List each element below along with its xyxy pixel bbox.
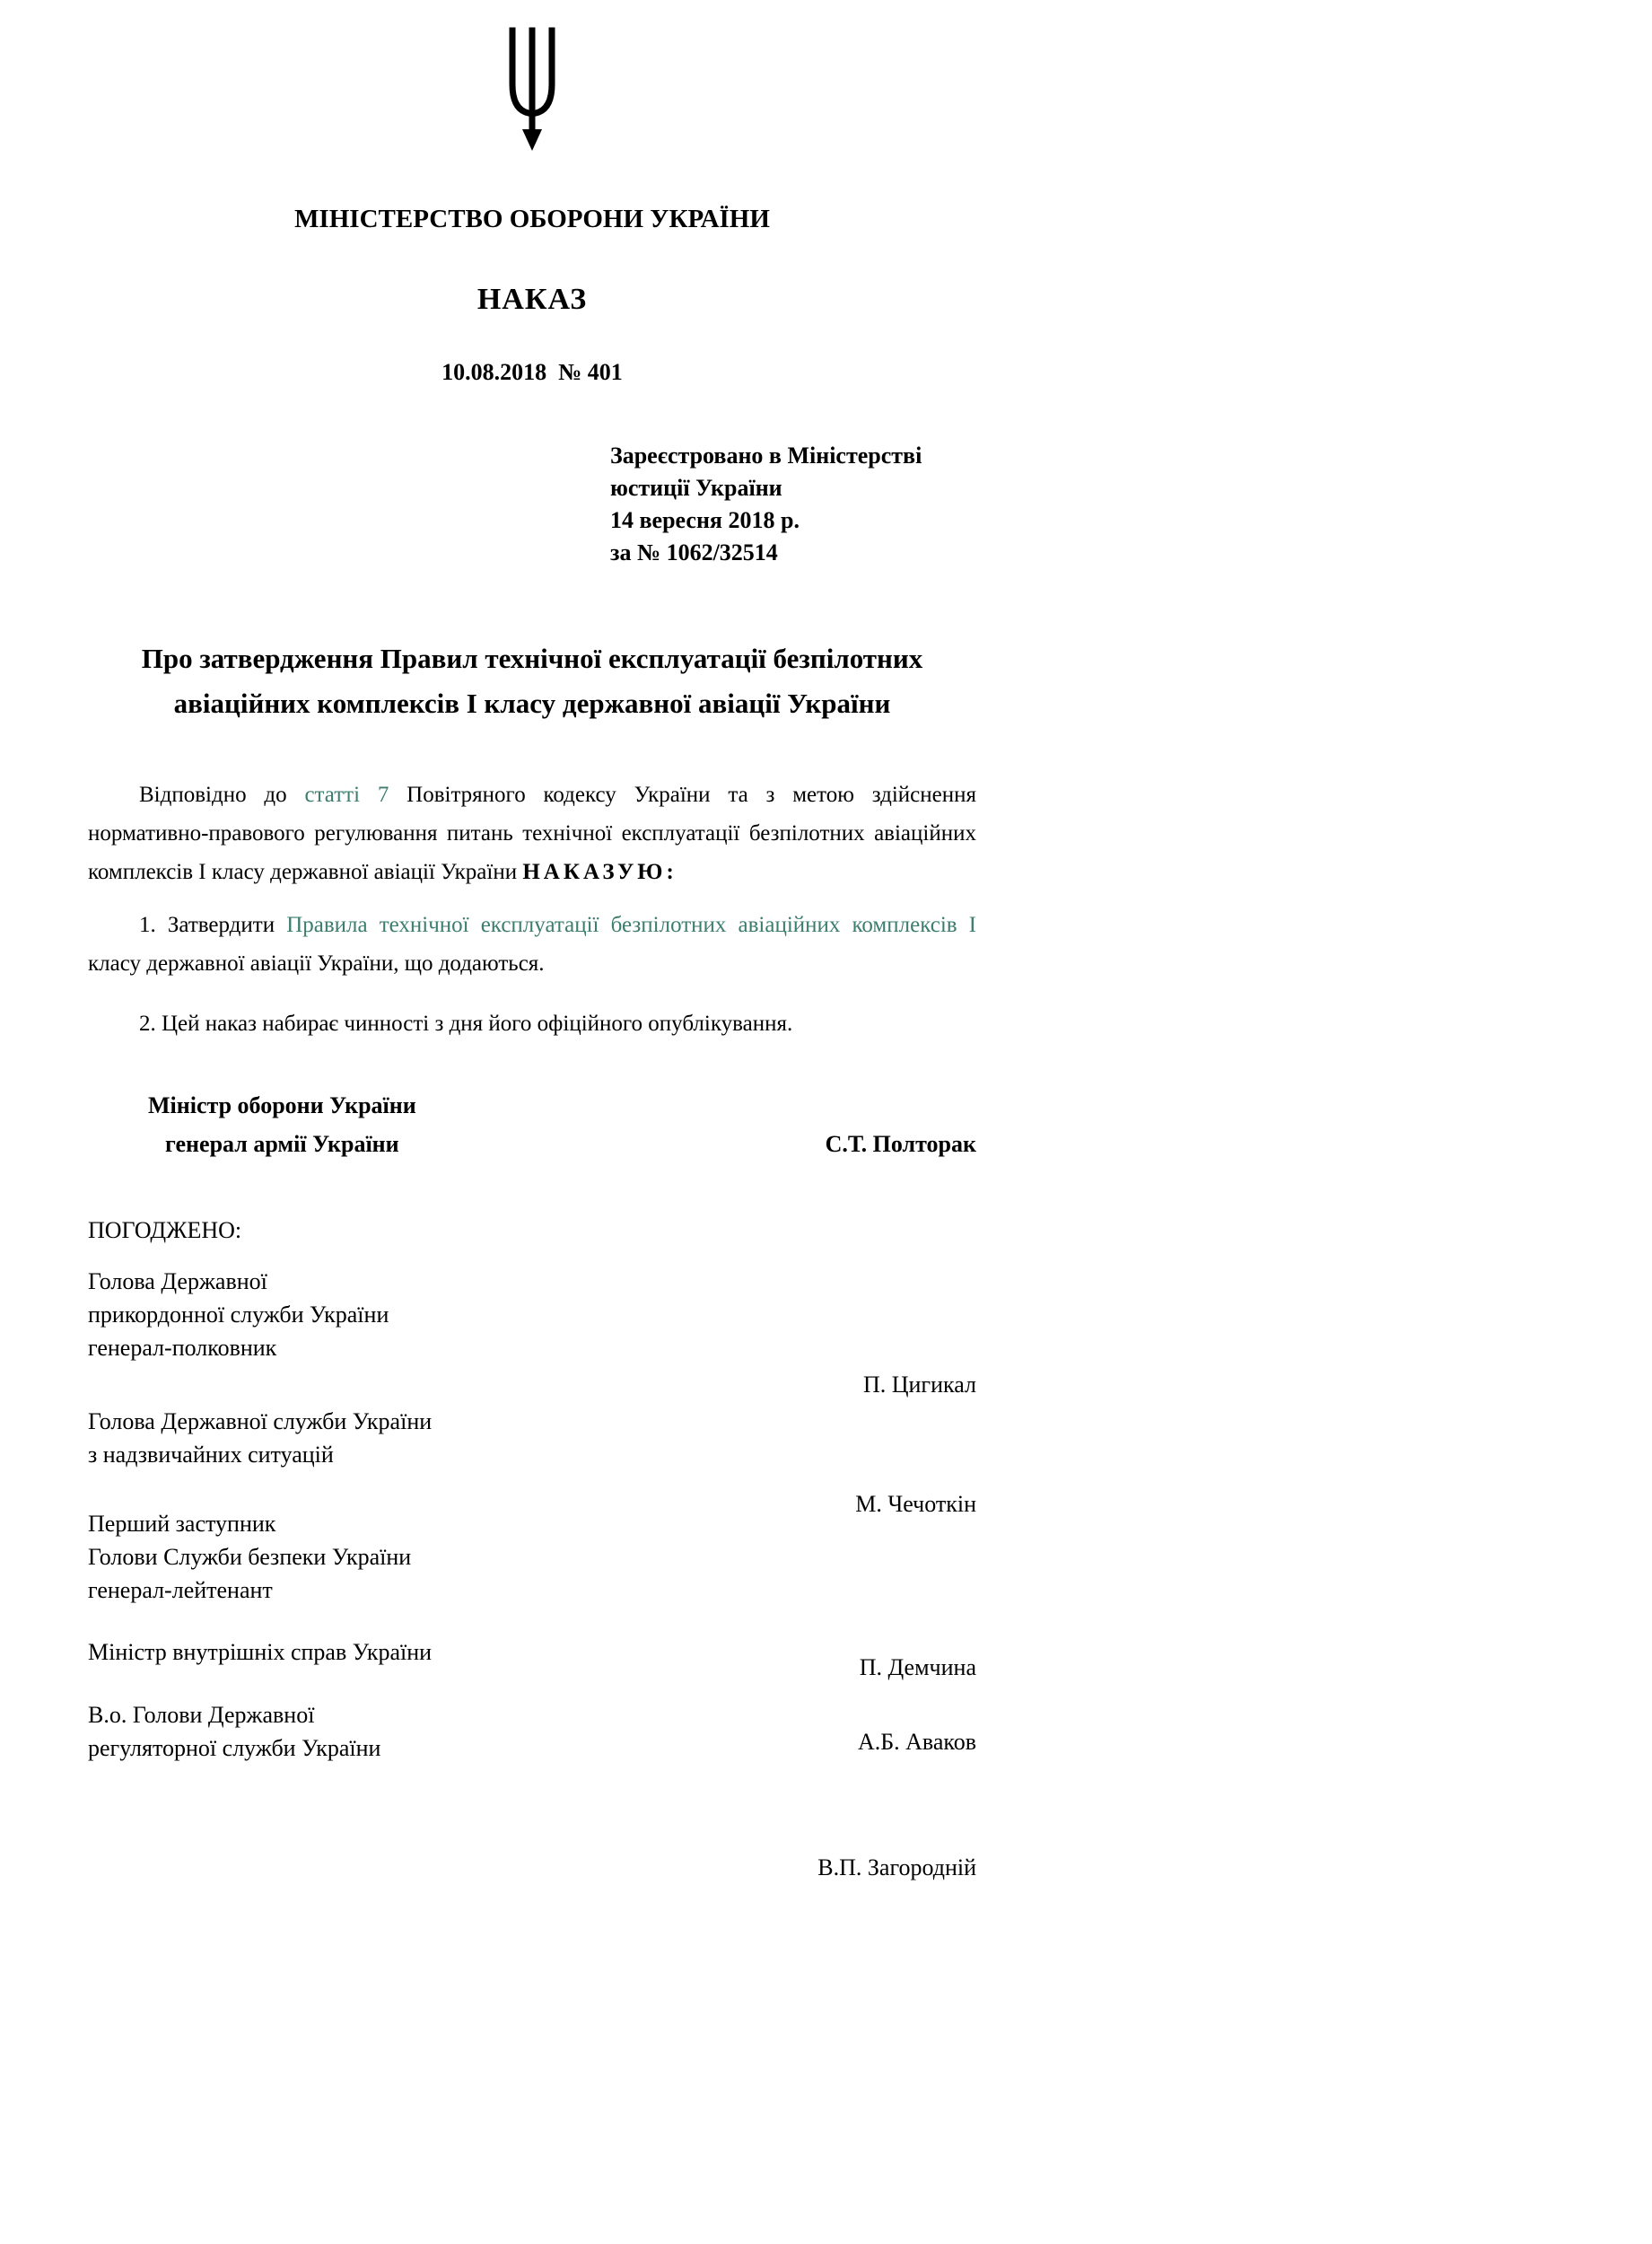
signatory-block-internal-affairs	[88, 1635, 976, 1669]
signatory-title-line: В.о. Голови Державної	[88, 1702, 315, 1728]
signatory-title-line: з надзвичайних ситуацій	[88, 1442, 334, 1468]
signatory-block-security-service	[88, 1507, 976, 1607]
signatory-title-line: Голова Державної служби України	[88, 1408, 433, 1434]
intro-text: Повітряного кодексу України та з метою здійснення нормативно-правового регулювання питань технічної експлуатації безпілотних авіаційних комплексів І класу державної авіації України	[88, 783, 976, 884]
registration-line: за № 1062/32514	[610, 539, 778, 565]
registration-block	[610, 440, 976, 569]
document-type-heading: НАКАЗ	[476, 283, 588, 316]
order-verb: НАКАЗУЮ:	[522, 860, 677, 884]
signatory-name: П. Демчина	[859, 1654, 976, 1680]
signatory-title-line: прикордонної служби України	[88, 1302, 389, 1328]
signatory-title-line: Перший заступник	[88, 1511, 276, 1537]
minister-position-line: генерал армії України	[165, 1131, 399, 1157]
order-item-2: 2. Цей наказ набирає чинності з дня його офіційного опублікування.	[139, 1012, 793, 1036]
approvals-heading: ПОГОДЖЕНО:	[88, 1217, 242, 1243]
item-text: класу державної авіації України, що додаються.	[88, 951, 545, 976]
signatory-title-line: Голова Державної	[88, 1268, 267, 1294]
document-title-line: Про затвердження Правил технічної експлуатації безпілотних	[141, 643, 923, 674]
ukraine-coat-of-arms-icon	[505, 27, 559, 151]
registration-line: юстиції України	[610, 475, 782, 501]
signatory-name: М. Чечоткін	[855, 1491, 976, 1517]
intro-paragraph	[88, 776, 976, 891]
item-text: 1. Затвердити	[139, 913, 287, 937]
document	[88, 27, 976, 1923]
minister-position-line: Міністр оборони України	[148, 1092, 416, 1118]
ministry-name: МІНІСТЕРСТВО ОБОРОНИ УКРАЇНИ	[294, 205, 770, 233]
intro-text: Відповідно до	[139, 783, 305, 807]
signatory-name: А.Б. Аваков	[857, 1729, 976, 1755]
signatory-block-border-service	[88, 1265, 976, 1364]
signatory-block-emergency-service	[88, 1405, 976, 1471]
order-item-1	[88, 906, 976, 983]
signatory-block-regulatory-service	[88, 1698, 976, 1765]
signatory-name: В.П. Загородній	[817, 1854, 976, 1880]
document-title	[88, 636, 976, 726]
article-7-link[interactable]: статті 7	[304, 783, 389, 807]
signatory-title-line: Голови Служби безпеки України	[88, 1544, 412, 1570]
signatory-title-line: Міністр внутрішніх справ України	[88, 1639, 433, 1665]
order-date-number: 10.08.2018 № 401	[441, 359, 623, 385]
emblem-container	[88, 27, 976, 153]
signatory-title-line: регуляторної служби України	[88, 1735, 381, 1761]
registration-line: 14 вересня 2018 р.	[610, 507, 800, 533]
signatory-title-line: генерал-полковник	[88, 1335, 277, 1361]
minister-name: С.Т. Полторак	[825, 1131, 976, 1157]
registration-line: Зареєстровано в Міністерстві	[610, 443, 922, 469]
minister-position	[148, 1086, 416, 1163]
rules-document-link[interactable]: Правила технічної експлуатації безпілотних авіаційних комплексів І	[286, 913, 976, 937]
approvals-section	[88, 1214, 976, 1923]
minister-signature-row	[88, 1086, 976, 1163]
signatory-name: П. Цигикал	[862, 1372, 976, 1398]
document-title-line: авіаційних комплексів І класу державної авіації України	[173, 688, 891, 719]
signatory-title-line: генерал-лейтенант	[88, 1577, 273, 1603]
